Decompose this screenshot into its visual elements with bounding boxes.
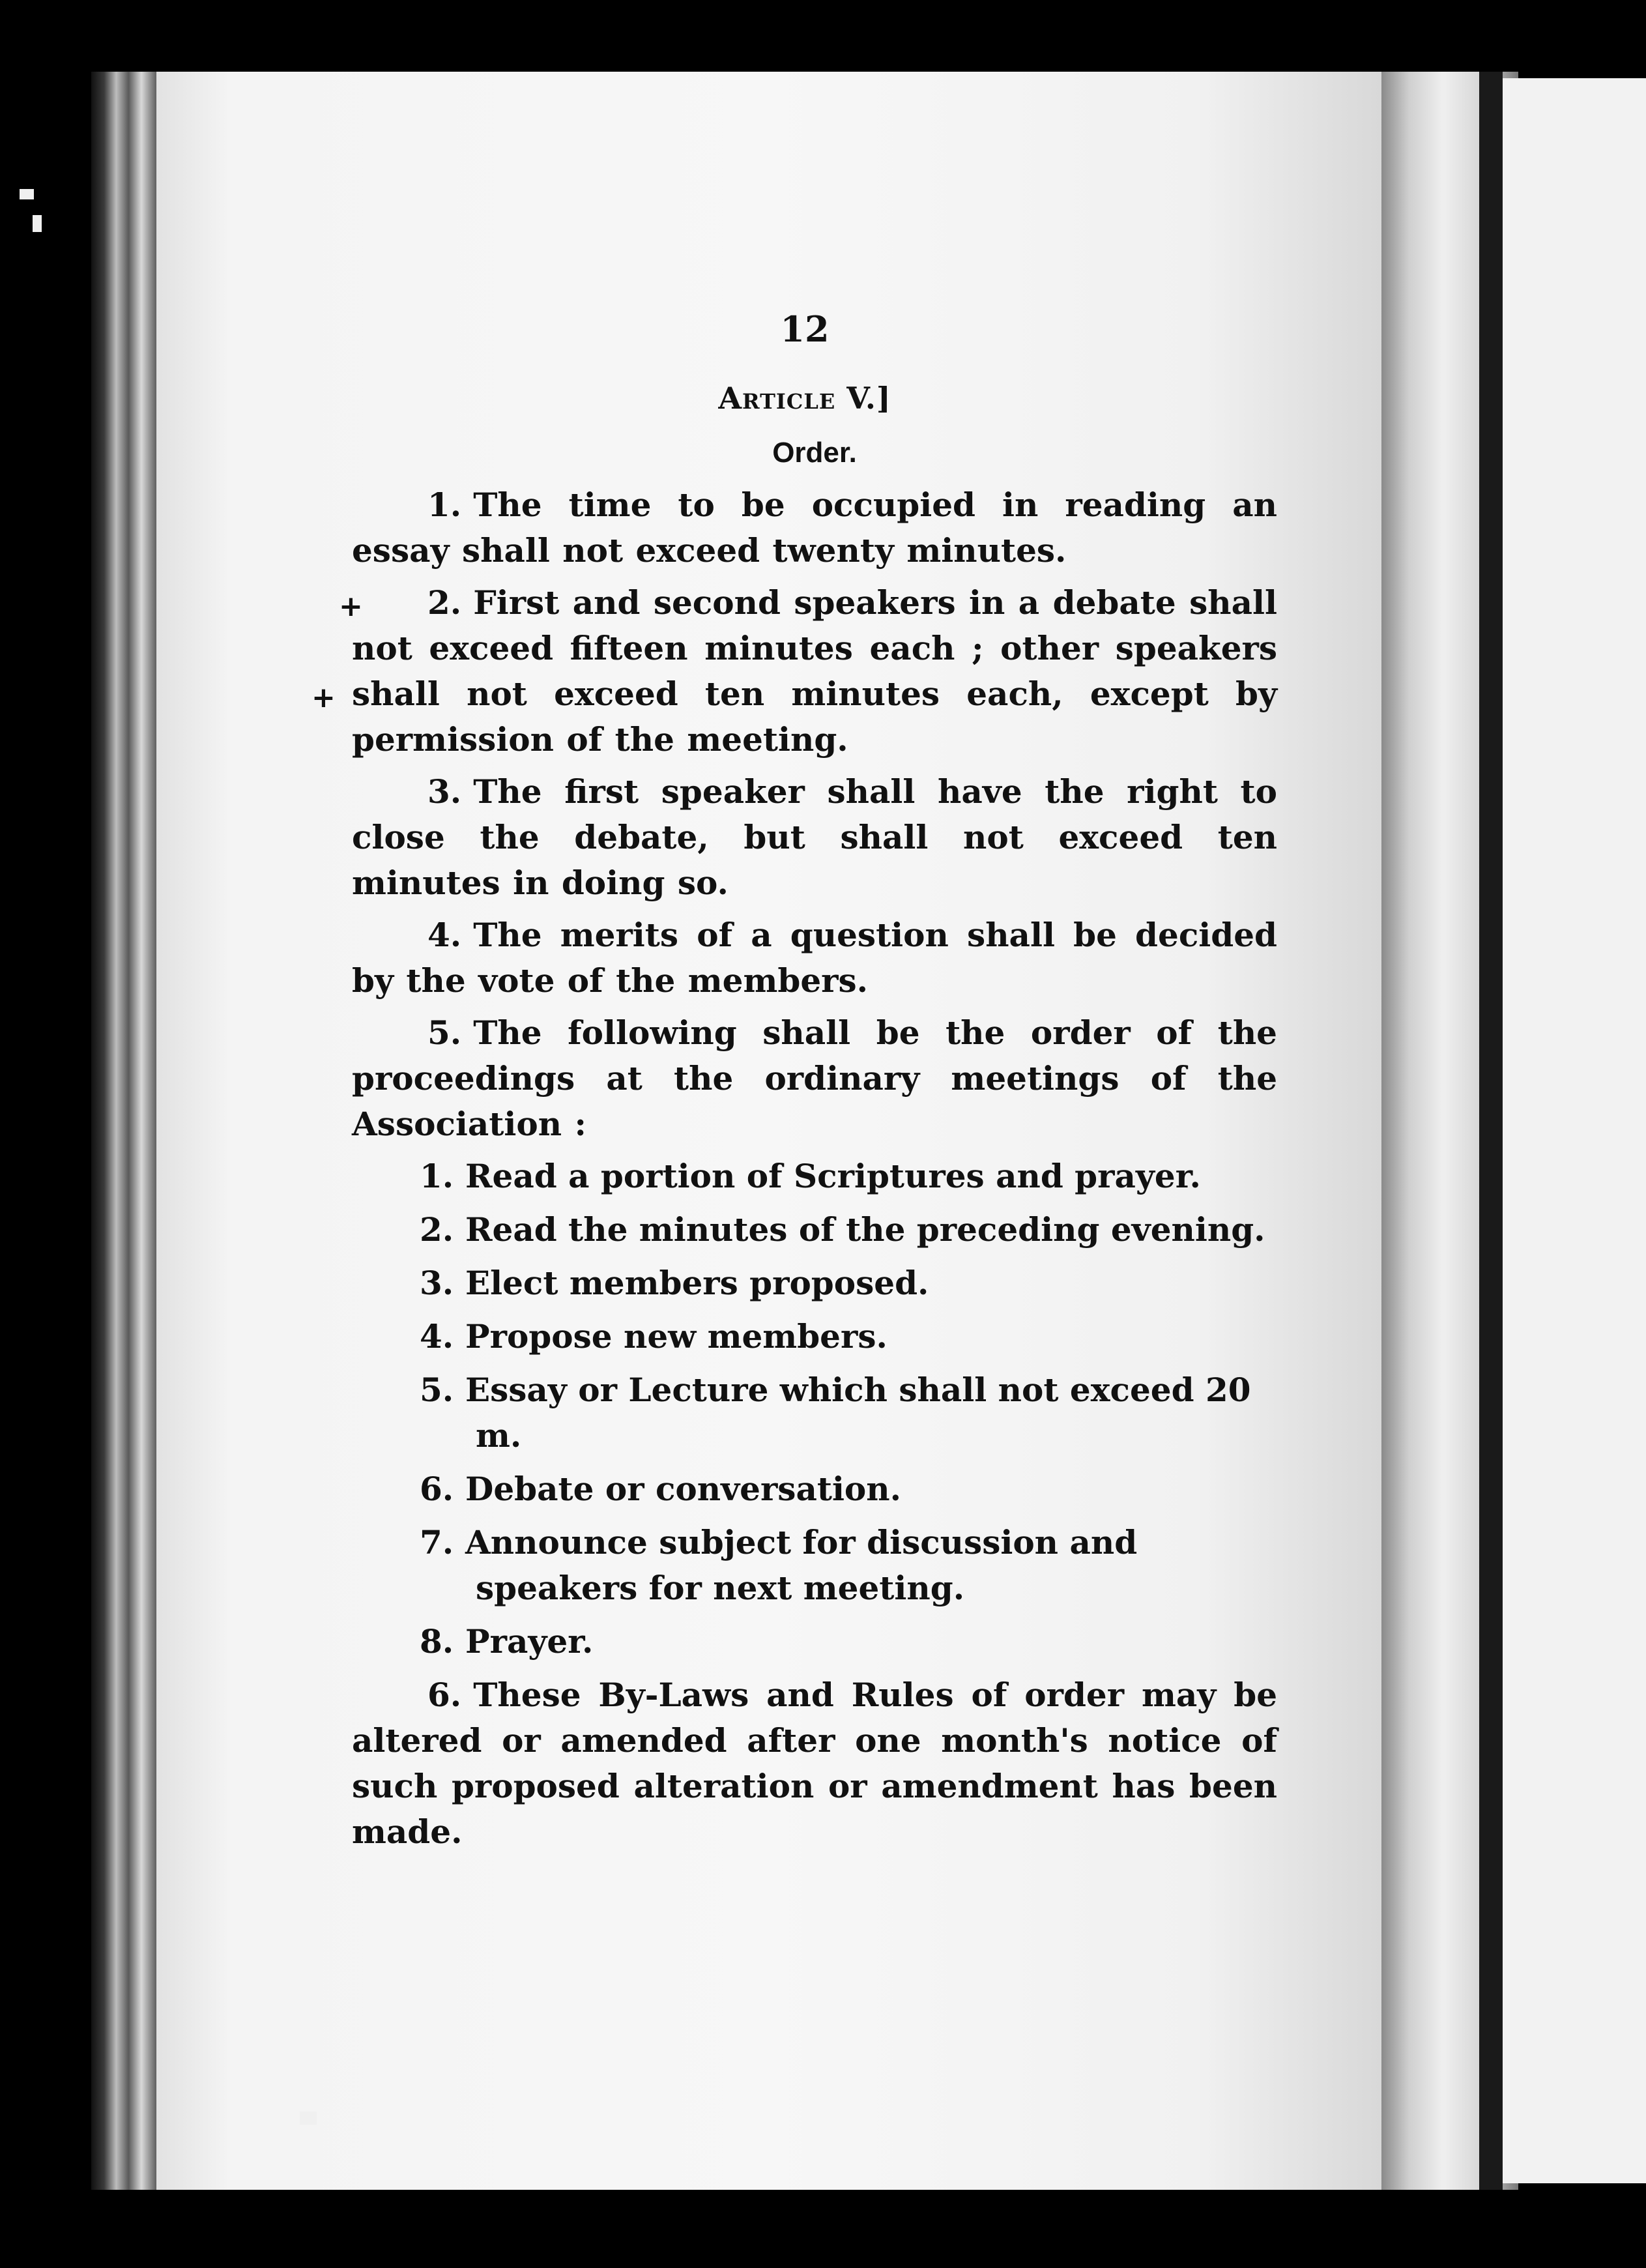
rule-number: 3. [427, 772, 462, 811]
rule-paragraph [352, 580, 1277, 763]
order-of-proceedings-list [352, 1154, 1277, 1665]
list-item [352, 1619, 1277, 1665]
facing-page-strip [1503, 78, 1646, 2183]
list-item-number: 4. [420, 1317, 454, 1356]
list-item-number: 1. [420, 1157, 454, 1195]
list-item-number: 7. [420, 1523, 454, 1562]
margin-plus-mark: + [339, 590, 363, 623]
rule-text: The merits of a question shall be decided by the vote of the members. [352, 916, 1277, 1000]
list-item-text: Elect members proposed. [465, 1264, 929, 1302]
list-item [352, 1154, 1277, 1199]
page-gutter-shadow [1479, 72, 1503, 2190]
rule-number: 4. [427, 916, 462, 954]
list-item-text: Propose new members. [465, 1317, 888, 1356]
list-item-text: Prayer. [465, 1622, 594, 1661]
rule-paragraph [352, 1010, 1277, 1147]
rule-paragraph [352, 912, 1277, 1004]
rule-paragraph [352, 482, 1277, 574]
margin-plus-mark: + [311, 681, 336, 714]
list-item [352, 1260, 1277, 1306]
article-heading: Article V.] [718, 381, 891, 416]
scan-speck [300, 2112, 317, 2125]
list-item [352, 1520, 1277, 1611]
list-item-text: Read the minutes of the preceding evening. [465, 1210, 1265, 1249]
book-binding [91, 72, 163, 2190]
rule-number: 5. [427, 1013, 462, 1052]
rule-text: The following shall be the order of the proceedings at the ordinary meetings of the Association : [352, 1013, 1277, 1143]
scan-speck [20, 189, 34, 199]
rule-number: 1. [427, 486, 462, 524]
list-item-number: 8. [420, 1622, 454, 1661]
list-item [352, 1207, 1277, 1253]
scan-speck [33, 215, 42, 232]
rule-text: First and second speakers in a debate shall not exceed fifteen minutes each ; other speakers shall not exceed ten minutes each, except by permission of the meeting. [352, 583, 1277, 759]
page-text-block [352, 306, 1277, 1861]
rule-text: These By-Laws and Rules of order may be altered or amended after one month's notice of such proposed alteration or amendment has been made. [352, 1676, 1277, 1851]
list-item-text: Read a portion of Scriptures and prayer. [465, 1157, 1201, 1195]
list-item [352, 1314, 1277, 1359]
page-number: 12 [780, 308, 830, 350]
list-item [352, 1466, 1277, 1512]
list-item-text: Debate or conversation. [465, 1470, 902, 1508]
list-item-text: Announce subject for discussion and speakers for next meeting. [465, 1523, 1138, 1607]
rule-number: 2. [427, 583, 462, 622]
list-item-number: 6. [420, 1470, 454, 1508]
rule-text: The first speaker shall have the right to close the debate, but shall not exceed ten minutes in doing so. [352, 772, 1277, 902]
rule-text: The time to be occupied in reading an essay shall not exceed twenty minutes. [352, 486, 1277, 570]
rule-number: 6. [427, 1676, 462, 1714]
list-item [352, 1367, 1277, 1459]
section-heading: Order. [772, 437, 857, 469]
list-item-number: 5. [420, 1371, 454, 1409]
rule-paragraph [352, 769, 1277, 906]
list-item-number: 3. [420, 1264, 454, 1302]
list-item-number: 2. [420, 1210, 454, 1249]
rule-paragraph [352, 1672, 1277, 1855]
list-item-text: Essay or Lecture which shall not exceed 20 m. [465, 1371, 1251, 1455]
